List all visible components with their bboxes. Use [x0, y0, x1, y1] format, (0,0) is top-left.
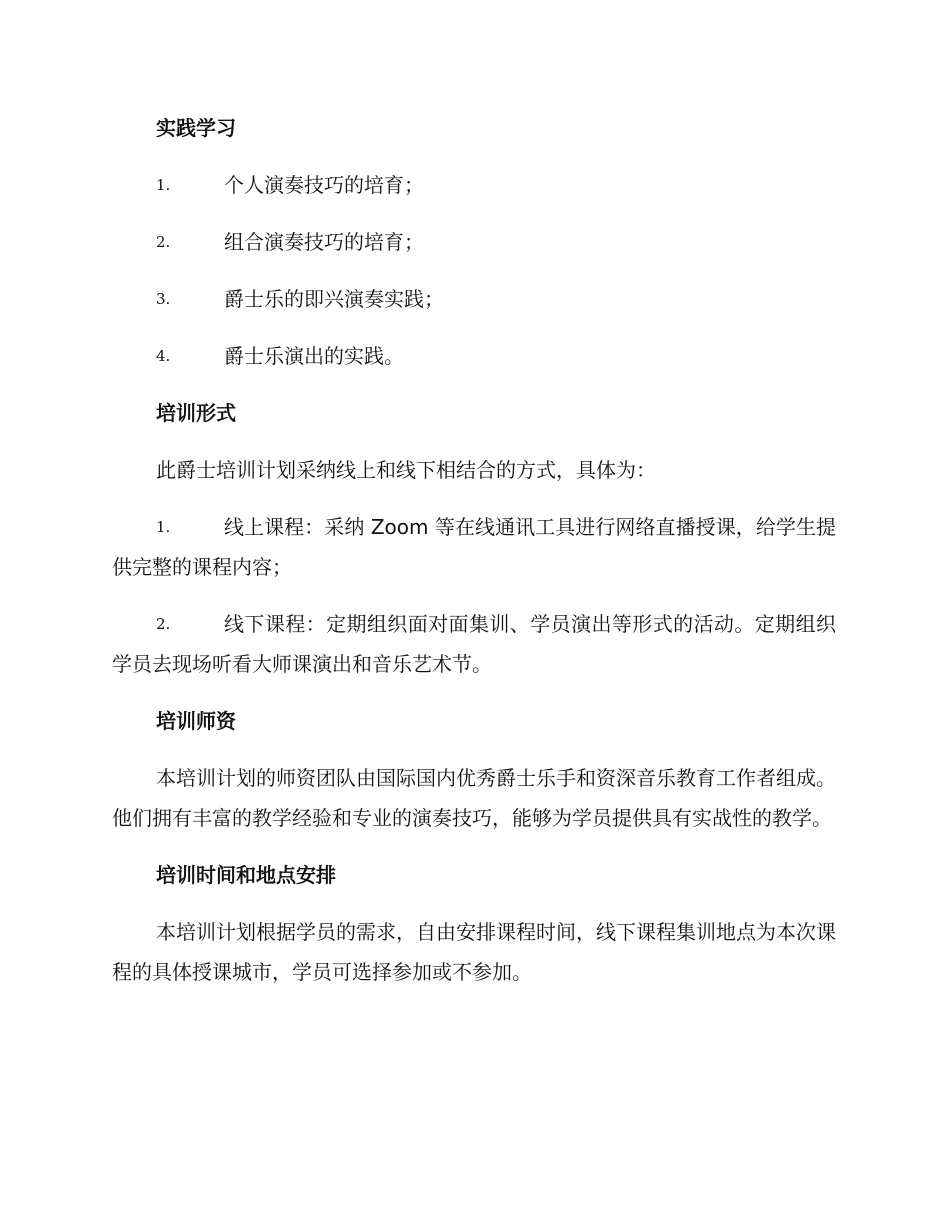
- schedule-paragraph: 本培训计划根据学员的需求，自由安排课程时间，线下课程集训地点为本次课程的具体授课城市，学员可选择参加或不参加。: [112, 920, 836, 984]
- list-number: 1.: [156, 176, 171, 194]
- section-heading-schedule: 培训时间和地点安排: [156, 863, 336, 887]
- list-number: 3.: [156, 290, 171, 308]
- list-text: 个人演奏技巧的培育；: [224, 173, 424, 197]
- list-text: 爵士乐的即兴演奏实践；: [224, 287, 444, 311]
- section-heading-faculty: 培训师资: [156, 709, 236, 733]
- list-number: 4.: [156, 347, 171, 365]
- list-text: 线下课程：定期组织面对面集训、学员演出等形式的活动。定期组织学员去现场听看大师课演出和音乐艺术节。: [112, 612, 836, 676]
- list-number: 1.: [156, 518, 171, 536]
- format-list-item: [112, 604, 836, 684]
- format-intro: 此爵士培训计划采纳线上和线下相结合的方式，具体为：: [156, 458, 656, 482]
- faculty-paragraph: 本培训计划的师资团队由国际国内优秀爵士乐手和资深音乐教育工作者组成。他们拥有丰富的教学经验和专业的演奏技巧，能够为学员提供具有实战性的教学。: [112, 766, 836, 830]
- practice-list-item: [112, 336, 836, 376]
- list-number: 2.: [156, 615, 171, 633]
- format-list-item: [112, 507, 836, 587]
- practice-list-item: [112, 279, 836, 319]
- practice-list-item: [112, 222, 836, 262]
- list-text: 爵士乐演出的实践。: [224, 344, 404, 368]
- list-text: 线上课程：采纳 Zoom 等在线通讯工具进行网络直播授课，给学生提供完整的课程内容；: [112, 515, 836, 579]
- practice-list-item: [112, 165, 836, 205]
- list-text: 组合演奏技巧的培育；: [224, 230, 424, 254]
- section-heading-format: 培训形式: [156, 401, 236, 425]
- section-heading-practice: 实践学习: [156, 116, 236, 140]
- list-number: 2.: [156, 233, 171, 251]
- document-content: [112, 108, 836, 1009]
